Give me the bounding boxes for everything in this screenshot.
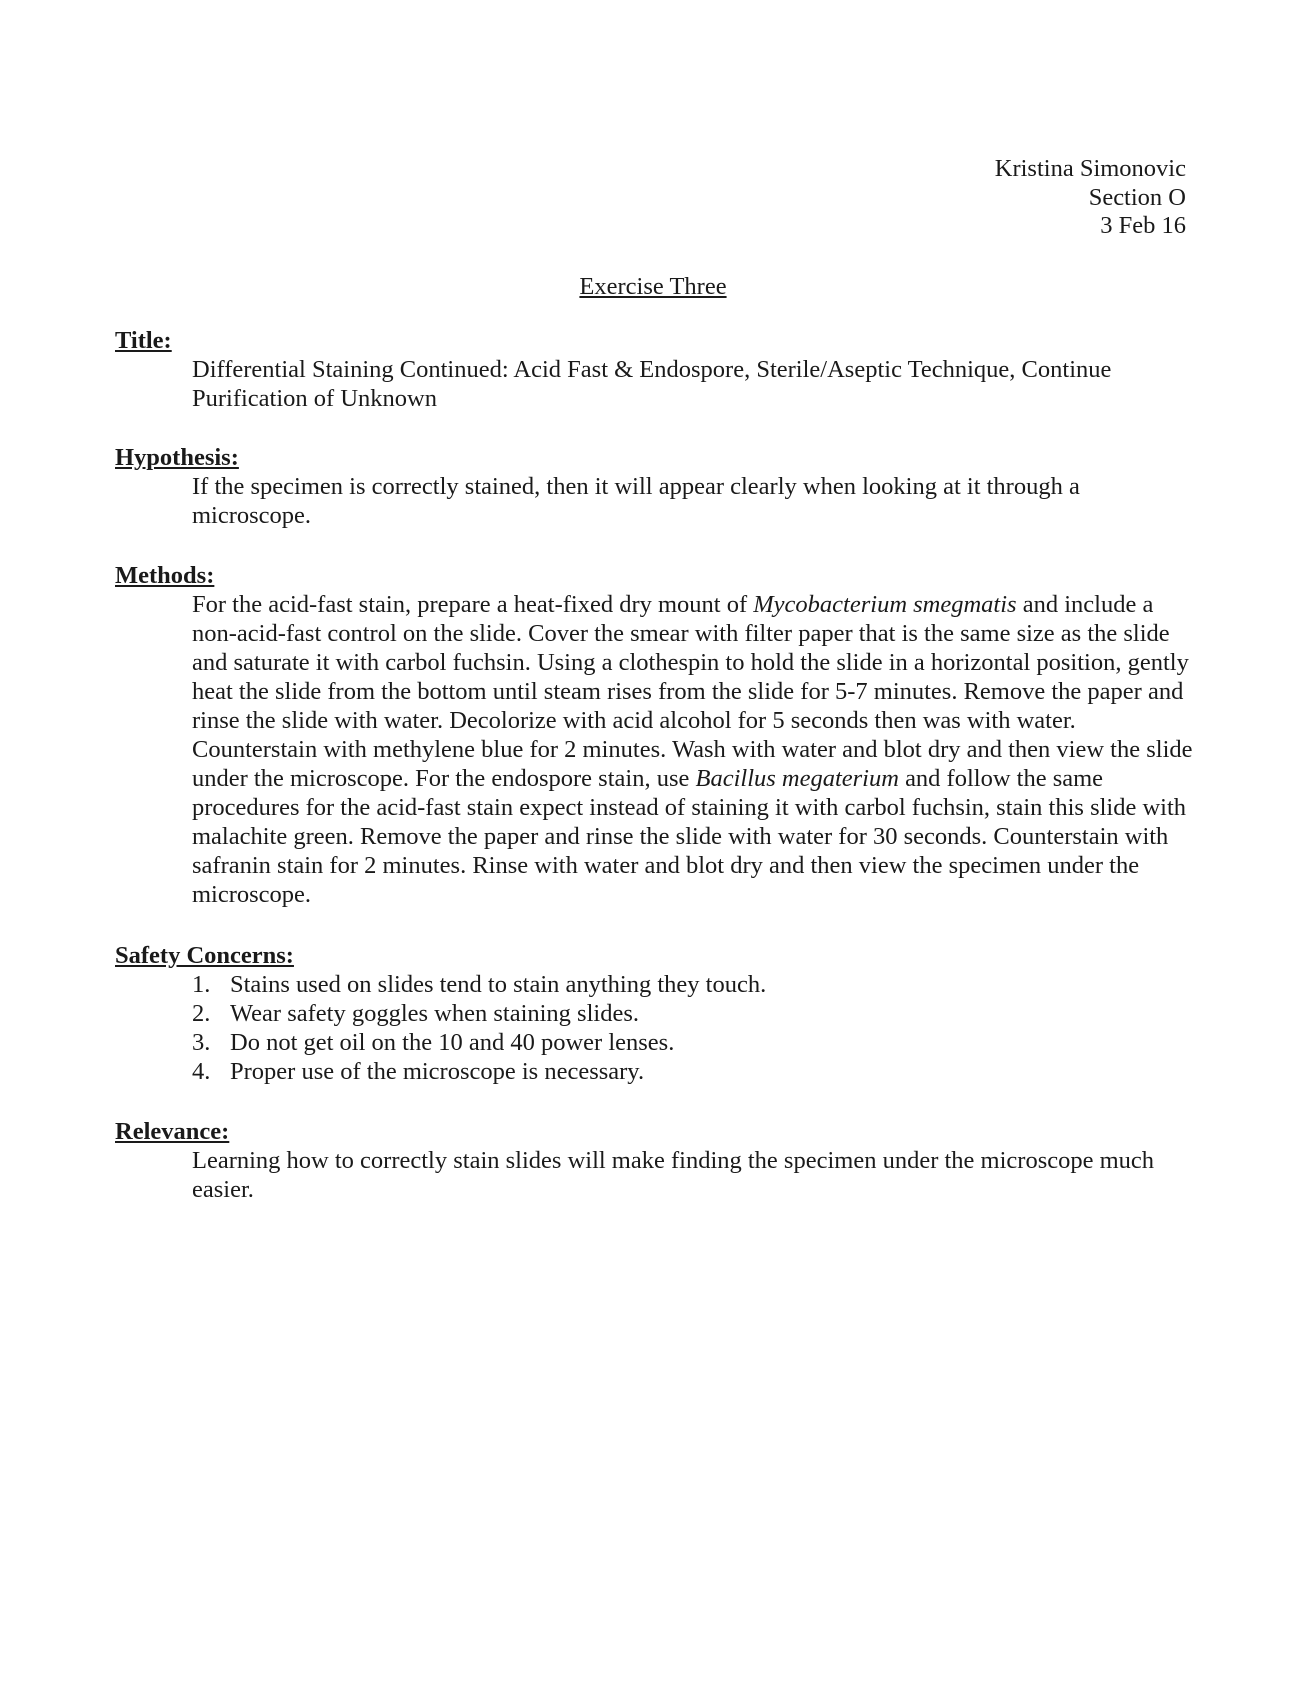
title-section (115, 326, 1195, 413)
class-section: Section O (1088, 183, 1186, 211)
list-item-text: Do not get oil on the 10 and 40 power lenses. (230, 1029, 675, 1056)
document-date: 3 Feb 16 (1100, 212, 1186, 239)
methods-text-part2: and include a non-acid-fast control on the slide. Cover the smear with filter paper that is the same size as the slide and saturate it with carbol fuchsin. Using a clothespin to hold the slide in a horizontal position, gently heat the slide from the bottom until steam rises from the slide for 5-7 minutes. Remove the paper and rinse the slide with water. Decolorize with acid alcohol for 5 seconds then was with water. Counterstain with methylene blue for 2 minutes. Wash with water and blot dry and then view the slide under the microscope. For the endospore stain, use (192, 591, 1193, 792)
title-heading: Title: (115, 327, 172, 354)
author-name: Kristina Simonovic (994, 155, 1186, 182)
organism-name-mycobacterium: Mycobacterium smegmatis (753, 591, 1017, 618)
hypothesis-heading: Hypothesis: (115, 444, 239, 471)
list-item-number: 4. (192, 1058, 211, 1085)
list-item-number: 2. (192, 1000, 211, 1027)
hypothesis-section (115, 443, 1195, 530)
list-item-text: Proper use of the microscope is necessary. (230, 1058, 645, 1085)
relevance-section (115, 1117, 1195, 1204)
list-item (192, 970, 1195, 999)
header-block (586, 154, 1186, 240)
safety-list (192, 970, 1195, 1086)
relevance-body: Learning how to correctly stain slides will make finding the specimen under the microscope much easier. (192, 1147, 1155, 1203)
list-item (192, 999, 1195, 1028)
list-item (192, 1057, 1195, 1086)
document-title: Exercise Three (579, 273, 727, 300)
title-body: Differential Staining Continued: Acid Fast & Endospore, Sterile/Aseptic Technique, Continue Purification of Unknown (192, 356, 1112, 412)
relevance-heading: Relevance: (115, 1118, 230, 1145)
list-item-number: 1. (192, 971, 211, 998)
safety-heading: Safety Concerns: (115, 942, 294, 969)
organism-name-bacillus: Bacillus megaterium (695, 765, 899, 792)
methods-text-part1: For the acid-fast stain, prepare a heat-fixed dry mount of (192, 591, 754, 618)
list-item (192, 1028, 1195, 1057)
list-item-text: Stains used on slides tend to stain anything they touch. (230, 971, 767, 998)
safety-section (115, 941, 1195, 1086)
methods-heading: Methods: (115, 562, 215, 589)
hypothesis-body: If the specimen is correctly stained, then it will appear clearly when looking at it through a microscope. (192, 473, 1080, 529)
methods-text-part3: and follow the same procedures for the acid-fast stain expect instead of staining it with carbol fuchsin, stain this slide with malachite green. Remove the paper and rinse the slide with water for 30 seconds. Counterstain with safranin stain for 2 minutes. Rinse with water and blot dry and then view the specimen under the microscope. (192, 765, 1187, 908)
list-item-number: 3. (192, 1029, 211, 1056)
list-item-text: Wear safety goggles when staining slides. (230, 1000, 639, 1027)
methods-body (192, 590, 1195, 909)
methods-section (115, 561, 1195, 909)
